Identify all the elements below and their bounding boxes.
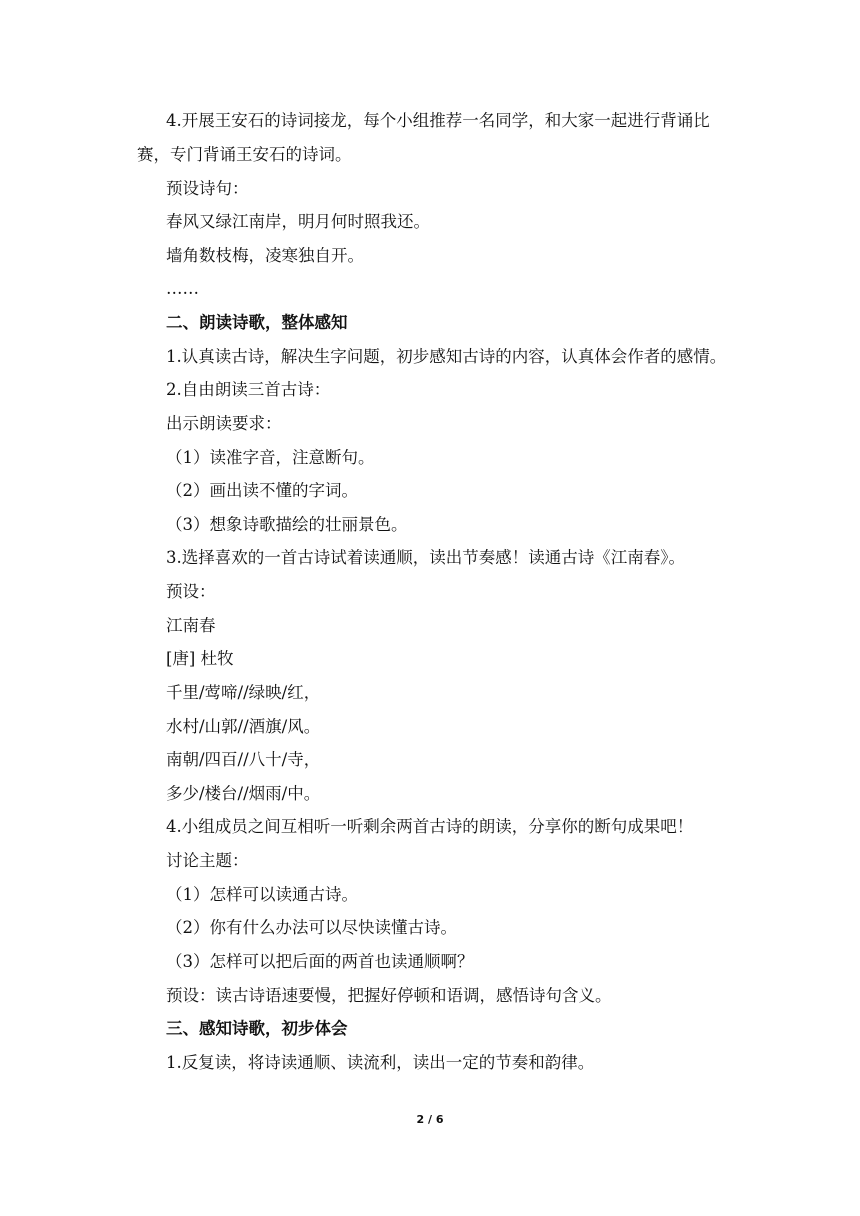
poem-line: 千里/莺啼//绿映/红， [166, 683, 321, 702]
poem-line: 南朝/四百//八十/寺， [166, 750, 321, 769]
paragraph-line: 2.自由朗读三首古诗： [166, 380, 331, 399]
paragraph-line: （1）读准字音，注意断句。 [166, 448, 375, 467]
paragraph-line: 讨论主题： [166, 851, 249, 870]
paragraph-line: 出示朗读要求： [166, 414, 282, 433]
section-heading: 三、感知诗歌，初步体会 [166, 1019, 348, 1038]
paragraph-line: （2）你有什么办法可以尽快读懂古诗。 [166, 918, 457, 937]
poem-line: 多少/楼台//烟雨/中。 [166, 784, 321, 803]
paragraph-line: 墙角数枝梅，凌寒独自开。 [166, 246, 364, 265]
paragraph-line: （2）画出读不懂的字词。 [166, 481, 358, 500]
poem-author: [唐] 杜牧 [166, 649, 234, 668]
paragraph-line: 预设诗句： [166, 179, 249, 198]
paragraph-line: （3）想象诗歌描绘的壮丽景色。 [166, 515, 408, 534]
paragraph-line: …… [166, 279, 199, 298]
paragraph-line: 1.反复读，将诗读通顺、读流利，读出一定的节奏和韵律。 [166, 1053, 595, 1072]
poem-title: 江南春 [166, 616, 216, 635]
paragraph-line: 预设：读古诗语速要慢，把握好停顿和语调，感悟诗句含义。 [166, 986, 612, 1005]
paragraph-line: 3.选择喜欢的一首古诗试着读通顺，读出节奏感！读通古诗《江南春》。 [166, 548, 685, 567]
section-heading: 二、朗读诗歌，整体感知 [166, 313, 348, 332]
poem-line: 水村/山郭//酒旗/风。 [166, 717, 321, 736]
paragraph-line: 1.认真读古诗，解决生字问题，初步感知古诗的内容，认真体会作者的感情。 [166, 347, 727, 366]
paragraph-line: 春风又绿江南岸，明月何时照我还。 [166, 212, 430, 231]
page-number: 2 / 6 [416, 1113, 444, 1126]
paragraph-line: 赛，专门背诵王安石的诗词。 [137, 145, 352, 164]
paragraph-line: 4.小组成员之间互相听一听剩余两首古诗的朗读，分享你的断句成果吧！ [166, 817, 694, 836]
paragraph-line: 预设： [166, 582, 216, 601]
paragraph-line: （1）怎样可以读通古诗。 [166, 885, 358, 904]
paragraph-line: 4.开展王安石的诗词接龙，每个小组推荐一名同学，和大家一起进行背诵比 [166, 111, 710, 130]
paragraph-line: （3）怎样可以把后面的两首也读通顺啊？ [166, 952, 474, 971]
